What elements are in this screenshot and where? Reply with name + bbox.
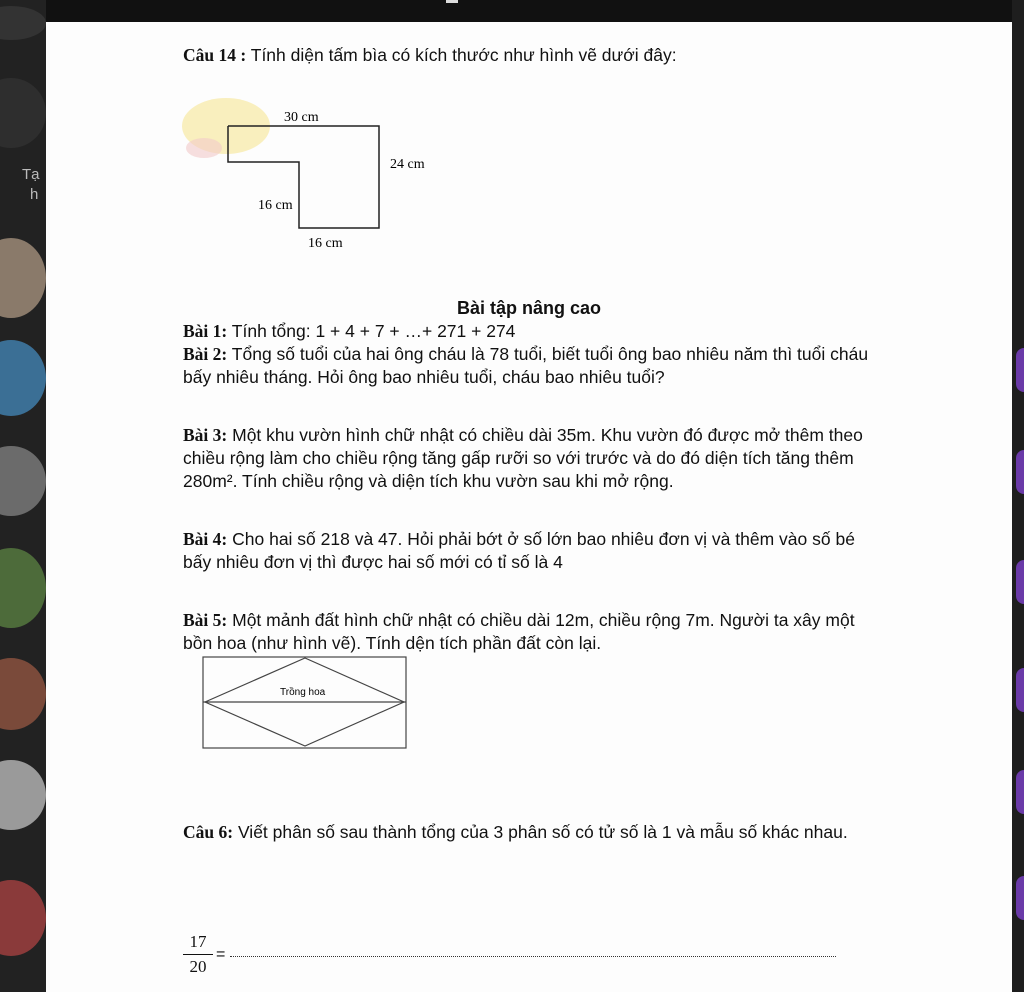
notch	[446, 0, 458, 3]
rail-avatar[interactable]	[0, 880, 46, 956]
flower-bed-label: Trồng hoa	[280, 687, 326, 698]
rail-indicator	[1016, 348, 1024, 392]
question-line: Tổng số tuổi của hai ông cháu là 78 tuổi, biết tuổi ông bao nhiêu năm thì tuổi cháu	[231, 344, 869, 364]
question-line: bấy nhiêu tháng. Hỏi ông bao nhiêu tuổi, cháu bao nhiêu tuổi?	[183, 367, 665, 387]
garden-figure	[202, 656, 408, 752]
question-text: Tính diện tấm bìa có kích thước như hình vẽ dưới đây:	[250, 45, 677, 65]
sticker-blob	[186, 138, 222, 158]
question-label: Bài 4:	[183, 529, 228, 549]
equals-sign: =	[216, 946, 226, 963]
question-text: Tính tổng: 1 + 4 + 7 + …+ 271 + 274	[231, 321, 516, 341]
rail-avatar[interactable]	[0, 446, 46, 516]
rail-avatar[interactable]	[0, 760, 46, 830]
question-label: Bài 2:	[183, 344, 228, 364]
question-text: Viết phân số sau thành tổng của 3 phân số có tử số là 1 và mẫu số khác nhau.	[237, 822, 848, 842]
fraction-denominator: 20	[189, 957, 207, 976]
dim-top-label: 30 cm	[284, 110, 319, 125]
dim-left-label: 16 cm	[258, 198, 293, 213]
bai1-question	[183, 320, 515, 343]
bai5-question	[183, 609, 855, 655]
rail-avatar[interactable]	[0, 6, 46, 40]
rail-avatar[interactable]	[0, 658, 46, 730]
question-label: Bài 3:	[183, 425, 228, 445]
rail-indicator	[1016, 450, 1024, 494]
shape-figure	[176, 96, 476, 256]
cau14-question	[183, 44, 677, 67]
bai3-question	[183, 424, 863, 493]
bai2-question	[183, 343, 868, 389]
cau6-question	[183, 821, 848, 844]
bai4-question	[183, 528, 855, 574]
question-line: Một khu vườn hình chữ nhật có chiều dài 35m. Khu vườn đó được mở thêm theo	[232, 425, 863, 445]
top-bar	[0, 0, 1024, 22]
right-rail	[1012, 0, 1024, 992]
rail-indicator	[1016, 560, 1024, 604]
question-line: bấy nhiêu đơn vị thì được hai số mới có tỉ số là 4	[183, 552, 563, 572]
rail-avatar[interactable]	[0, 238, 46, 318]
question-label: Câu 6:	[183, 822, 234, 842]
section-heading: Bài tập nâng cao	[456, 298, 602, 318]
rail-text: Tạ	[22, 166, 40, 183]
rail-indicator	[1016, 876, 1024, 920]
rail-avatar[interactable]	[0, 548, 46, 628]
rail-text: h	[30, 186, 39, 203]
dim-right-label: 24 cm	[390, 157, 425, 172]
rail-avatar[interactable]	[0, 78, 46, 148]
fraction-numerator: 17	[183, 932, 213, 955]
rail-indicator	[1016, 770, 1024, 814]
question-line: chiều rộng làm cho chiều rộng tăng gấp rưỡi so với trước và do đó diện tích tăng thêm	[183, 448, 854, 468]
question-label: Bài 5:	[183, 610, 228, 630]
rail-indicator	[1016, 668, 1024, 712]
question-line: bồn hoa (như hình vẽ). Tính dện tích phần đất còn lại.	[183, 633, 602, 653]
question-label: Câu 14 :	[183, 45, 247, 65]
question-label: Bài 1:	[183, 321, 228, 341]
answer-dotted-line	[230, 956, 836, 957]
rail-avatar[interactable]	[0, 340, 46, 416]
question-line: 280m². Tính chiều rộng và diện tích khu vườn sau khi mở rộng.	[183, 471, 674, 491]
question-line: Một mảnh đất hình chữ nhật có chiều dài 12m, chiều rộng 7m. Người ta xây một	[232, 610, 855, 630]
question-line: Cho hai số 218 và 47. Hỏi phải bớt ở số lớn bao nhiêu đơn vị và thêm vào số bé	[232, 529, 855, 549]
dim-bottom-label: 16 cm	[308, 236, 343, 251]
left-rail	[0, 0, 46, 992]
document-page	[46, 22, 1012, 992]
fraction	[183, 932, 213, 977]
